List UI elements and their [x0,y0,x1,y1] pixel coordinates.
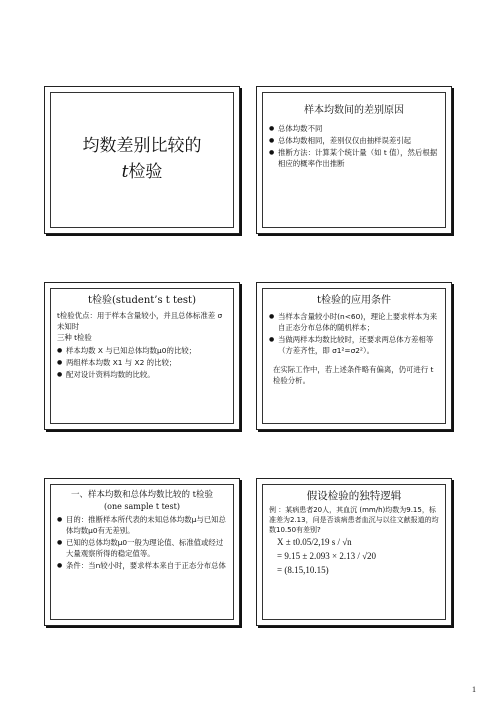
slide-3-intro: t检验优点：用于样本含量较小，并且总体标准差 σ未知时 [57,311,223,331]
formula-line-2: = 9.15 ± 2.093 × 2.13 / √20 [277,551,377,561]
slide-6-example: 例 ：某病患者20人，其血沉 (mm/h)均数为9.15，标准差为2.13，问是否该病患者血沉与以往文献报道的均数10.50有差别? [269,506,439,534]
title-line-1: 均数差别比较的 [82,136,202,156]
bullet-item: ● 总体均数不同 [278,123,439,134]
slide-5-title: 一、样本均数和总体均数比较的 t检验 [70,490,214,500]
slide-2-bullets [269,123,439,169]
title-line-2 [57,159,227,185]
page-number: 1 [472,685,476,694]
slide-4-note: 在实际工作中，若上述条件略有偏离，仍可进行 t检验分析。 [273,365,434,385]
bullet-item: ● 总体均数相同，差别仅仅由抽样误差引起 [278,135,439,146]
slide-3-sub: 三种 t检验 [57,333,92,342]
slide-4 [256,282,452,430]
slide-3-title: t检验(student’s t test) [88,295,196,306]
slide-4-frame [262,288,446,424]
slide-4-bullets [269,311,439,356]
slide-5-frame [50,484,234,620]
slide-2-frame [262,92,446,228]
slide-3-bullets [57,345,227,380]
bullet-item: ● 两组样本均数 X1 与 X2 的比较； [66,357,227,368]
bullet-item: ● 推断方法：计算某个统计量（如 t 值），然后根据相应的概率作出推断 [278,147,439,169]
bullet-item: ● 样本均数 X 与已知总体均数μ0的比较； [66,345,227,356]
slide-2 [256,86,452,234]
slide-2-title: 样本均数间的差别原因 [304,105,404,116]
bullet-item: ● 当做两样本均数比较时，还要求两总体方差相等（方差齐性，即 σ1²=σ2²）。 [278,334,439,356]
slide-1-title [57,133,227,185]
slide-3-frame [50,288,234,424]
formula-line-3: = (8.15,10.15) [277,565,329,575]
title-line-2-rest: 检验 [128,162,163,182]
bullet-item: ● 已知的总体均数μ0一般为理论值、标准值或经过大量观察所得的稳定值等。 [66,537,227,559]
slide-1 [44,86,240,234]
slide-5 [44,478,240,626]
bullet-item: ● 目的：推断样本所代表的未知总体均数μ与已知总体均数μ0有无差别。 [66,514,227,536]
bullet-item: ● 当样本含量较小时(n<60)，理论上要求样本为来自正态分布总体的随机样本； [278,311,439,333]
slide-5-subtitle: (one sample t test) [104,502,180,511]
formula-line-1: X ± t0.05/2,19 s / √n [277,537,352,547]
slide-5-bullets [57,514,227,571]
t-letter: t [121,162,129,182]
slide-1-frame [50,92,234,228]
bullet-item: ● 条件：当n较小时，要求样本来自于正态分布总体 [66,560,227,571]
slide-3 [44,282,240,430]
slide-6 [256,478,452,626]
bullet-item: ● 配对设计资料均数的比较。 [66,369,227,380]
slide-6-frame [262,484,446,620]
slide-6-title: 假设检验的独特逻辑 [306,490,402,502]
slide-4-title: t检验的应用条件 [316,295,392,306]
